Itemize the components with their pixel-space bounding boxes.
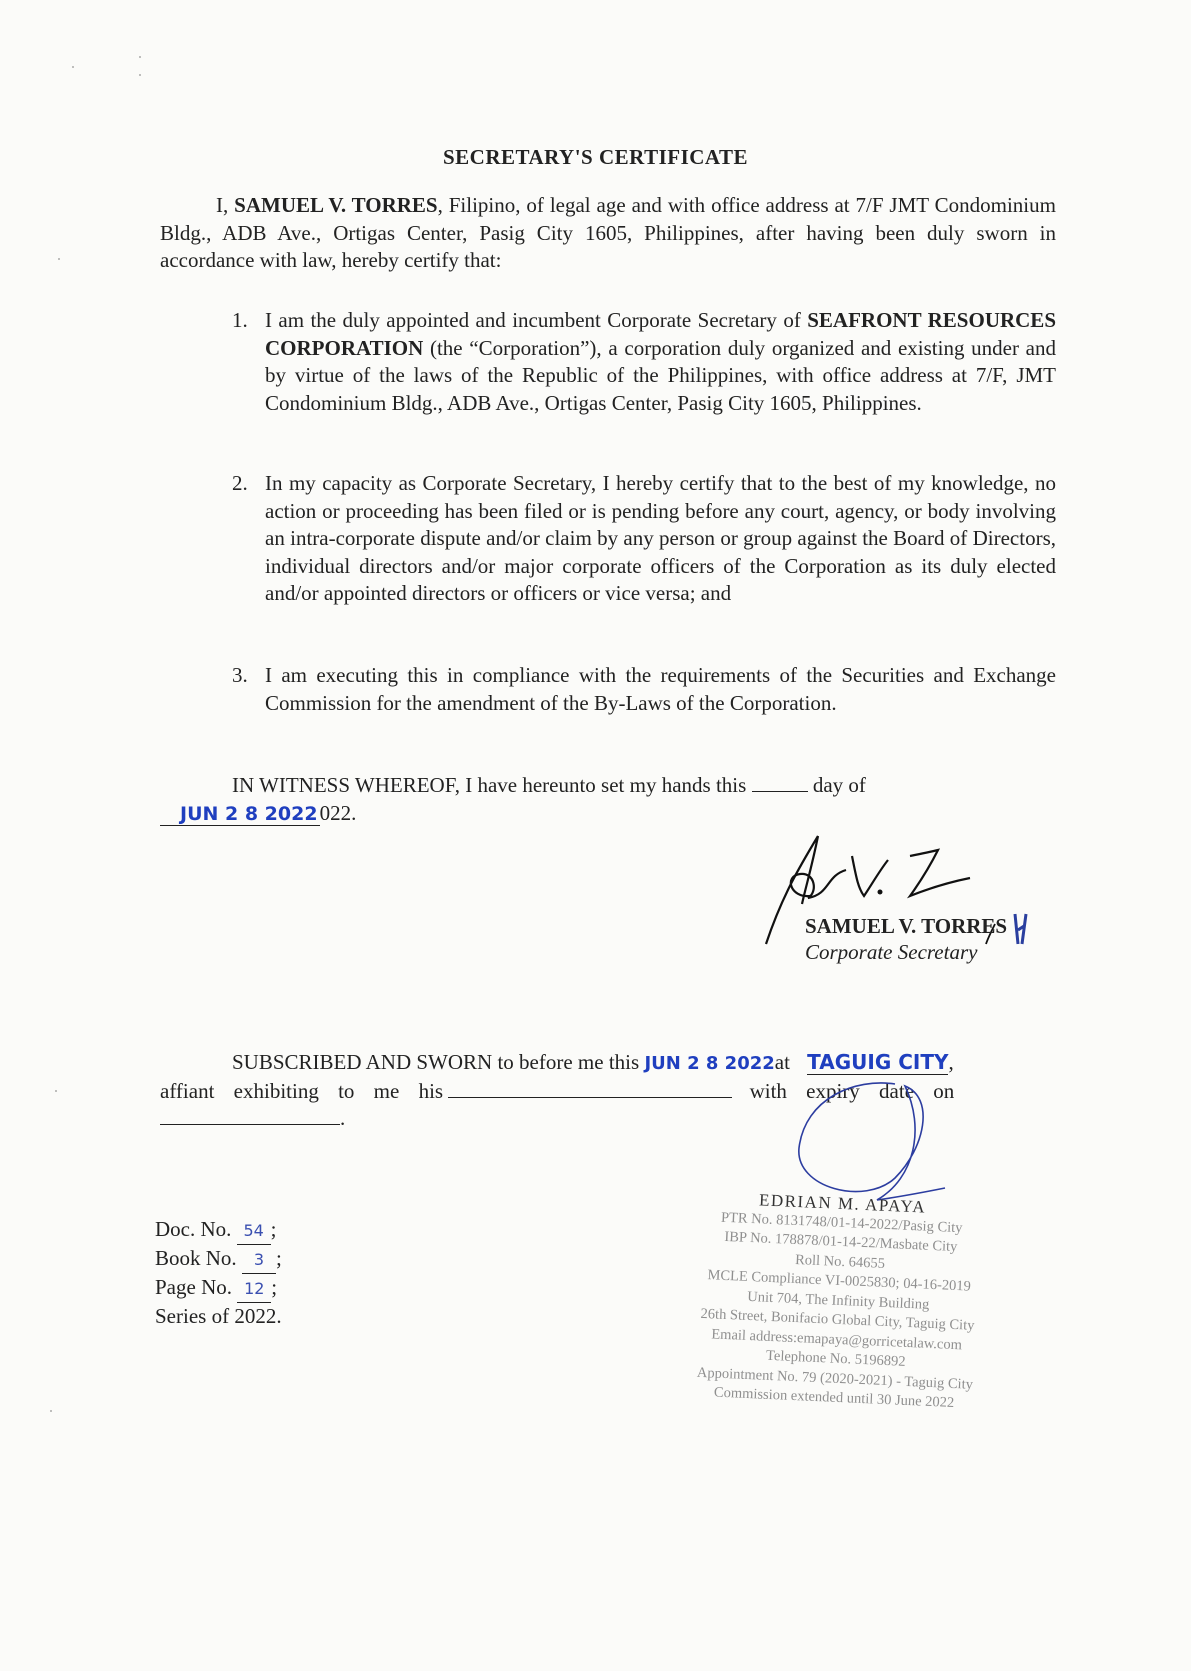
doc-no-value: 54 bbox=[237, 1218, 271, 1245]
notarial-register bbox=[155, 1216, 282, 1329]
date-stamp: JUN 2 8 2022 bbox=[160, 803, 320, 826]
item-number: 2. bbox=[232, 471, 248, 495]
corporation-name: SEAFRONT RESOURCES CORPORATION bbox=[265, 308, 1056, 360]
id-blank bbox=[448, 1079, 732, 1098]
notary-address-1: Unit 704, The Infinity Building bbox=[746, 1288, 930, 1313]
series-label: Series of 2022. bbox=[155, 1304, 282, 1328]
page-no-label: Page No. bbox=[155, 1275, 232, 1299]
notary-name: EDRIAN M. APAYA bbox=[758, 1190, 927, 1217]
list-item bbox=[232, 662, 1056, 722]
series-row bbox=[155, 1303, 282, 1329]
notary-ptr: PTR No. 8131748/01-14-2022/Pasig City bbox=[720, 1209, 963, 1236]
notary-roll: Roll No. 64655 bbox=[794, 1251, 886, 1272]
item-text-pre: I am the duly appointed and incumbent Corporate Secretary of bbox=[265, 308, 808, 332]
page-no-value: 12 bbox=[237, 1276, 271, 1303]
notary-ibp: IBP No. 178878/01-14-22/Masbate City bbox=[724, 1228, 958, 1256]
book-no-label: Book No. bbox=[155, 1246, 237, 1270]
page-no-row bbox=[155, 1274, 282, 1303]
notary-mcle: MCLE Compliance VI-0025830; 04-16-2019 bbox=[707, 1267, 972, 1295]
place-stamp: TAGUIG CITY bbox=[807, 1050, 949, 1074]
notary-telephone: Telephone No. 5196892 bbox=[765, 1347, 906, 1370]
witness-text-after: day of bbox=[812, 773, 866, 797]
list-item bbox=[232, 470, 1056, 640]
expiry-blank bbox=[160, 1106, 340, 1125]
notary-commission: Commission extended until 30 June 2022 bbox=[713, 1384, 955, 1412]
item-text-post: (the “Corporation”), a corporation duly organized and existing under and by virtue of the laws of the Republic of the Philippines, with office address at 7/F, JMT Condominium Bldg., ADB Ave., Ortigas Center, Pasig City 1605, Philippines. bbox=[265, 335, 1056, 415]
jurat-line2: affiant exhibiting to me his bbox=[160, 1078, 444, 1103]
doc-no-label: Doc. No. bbox=[155, 1217, 232, 1241]
item-text: In my capacity as Corporate Secretary, I hereby certify that to the best of my knowledge, no action or proceeding has been filed or is pending before any court, agency, or body involving an intra-corporate dispute and/or claim by any person or group against the Board of Directors, individual directors and/or major corporate officers of the Corporation as its duly elected and/or appointed directors or officers or vice versa; and bbox=[265, 471, 1056, 605]
affiant-name: SAMUEL V. TORRES bbox=[234, 193, 438, 217]
list-item bbox=[232, 307, 1056, 447]
notary-stamp bbox=[659, 1186, 1018, 1416]
notary-appointment: Appointment No. 79 (2020-2021) - Taguig City bbox=[696, 1364, 974, 1393]
scan-speck bbox=[139, 56, 141, 58]
notary-address-2: 26th Street, Bonifacio Global City, Taguig City bbox=[700, 1305, 975, 1334]
item-text: I am executing this in compliance with the requirements of the Securities and Exchange Commission for the amendment of the By-Laws of the Corporation. bbox=[265, 663, 1056, 715]
jurat-line2-end: with expiry date on bbox=[749, 1078, 955, 1103]
jurat-comma: , bbox=[948, 1050, 954, 1074]
scan-speck bbox=[139, 74, 141, 76]
jurat-text: SUBSCRIBED AND SWORN to before me this bbox=[232, 1050, 640, 1074]
intro-paragraph bbox=[160, 192, 1056, 275]
signatory-name: SAMUEL V. TORRES bbox=[805, 914, 1008, 938]
book-no-end: ; bbox=[275, 1246, 282, 1270]
notary-signature bbox=[795, 1078, 955, 1208]
jurat-line3-end: . bbox=[340, 1106, 346, 1130]
scan-speck bbox=[50, 1410, 52, 1412]
notary-email: Email address:emapaya@gorricetalaw.com bbox=[711, 1325, 963, 1353]
date-suffix: 022. bbox=[319, 800, 357, 825]
scan-speck bbox=[72, 66, 74, 68]
witness-text: IN WITNESS WHEREOF, I have hereunto set my hands this bbox=[232, 773, 747, 797]
doc-no-end: ; bbox=[270, 1217, 277, 1241]
item-number: 1. bbox=[232, 308, 248, 332]
scan-speck bbox=[55, 1090, 57, 1092]
item-number: 3. bbox=[232, 663, 248, 687]
book-no-value: 3 bbox=[242, 1247, 276, 1274]
doc-no-row bbox=[155, 1216, 282, 1245]
jurat-date-stamp: JUN 2 8 2022 bbox=[644, 1053, 775, 1074]
signatory-title: Corporate Secretary bbox=[805, 940, 978, 964]
book-no-row bbox=[155, 1245, 282, 1274]
witness-clause bbox=[160, 772, 1056, 828]
intro-text: , Filipino, of legal age and with office address at 7/F JMT Condominium Bldg., ADB Ave., Ortigas Center, Pasig City 1605, Philippines, after having been duly sworn in accordance with law, hereby certify that: bbox=[160, 193, 1056, 272]
document-title: SECRETARY'S CERTIFICATE bbox=[442, 145, 749, 169]
day-blank bbox=[752, 773, 808, 792]
scan-speck bbox=[58, 258, 60, 260]
jurat-at: at bbox=[774, 1050, 790, 1074]
item-text bbox=[265, 307, 1056, 417]
intro-prefix: I, bbox=[216, 193, 235, 217]
page-no-end: ; bbox=[271, 1275, 278, 1299]
